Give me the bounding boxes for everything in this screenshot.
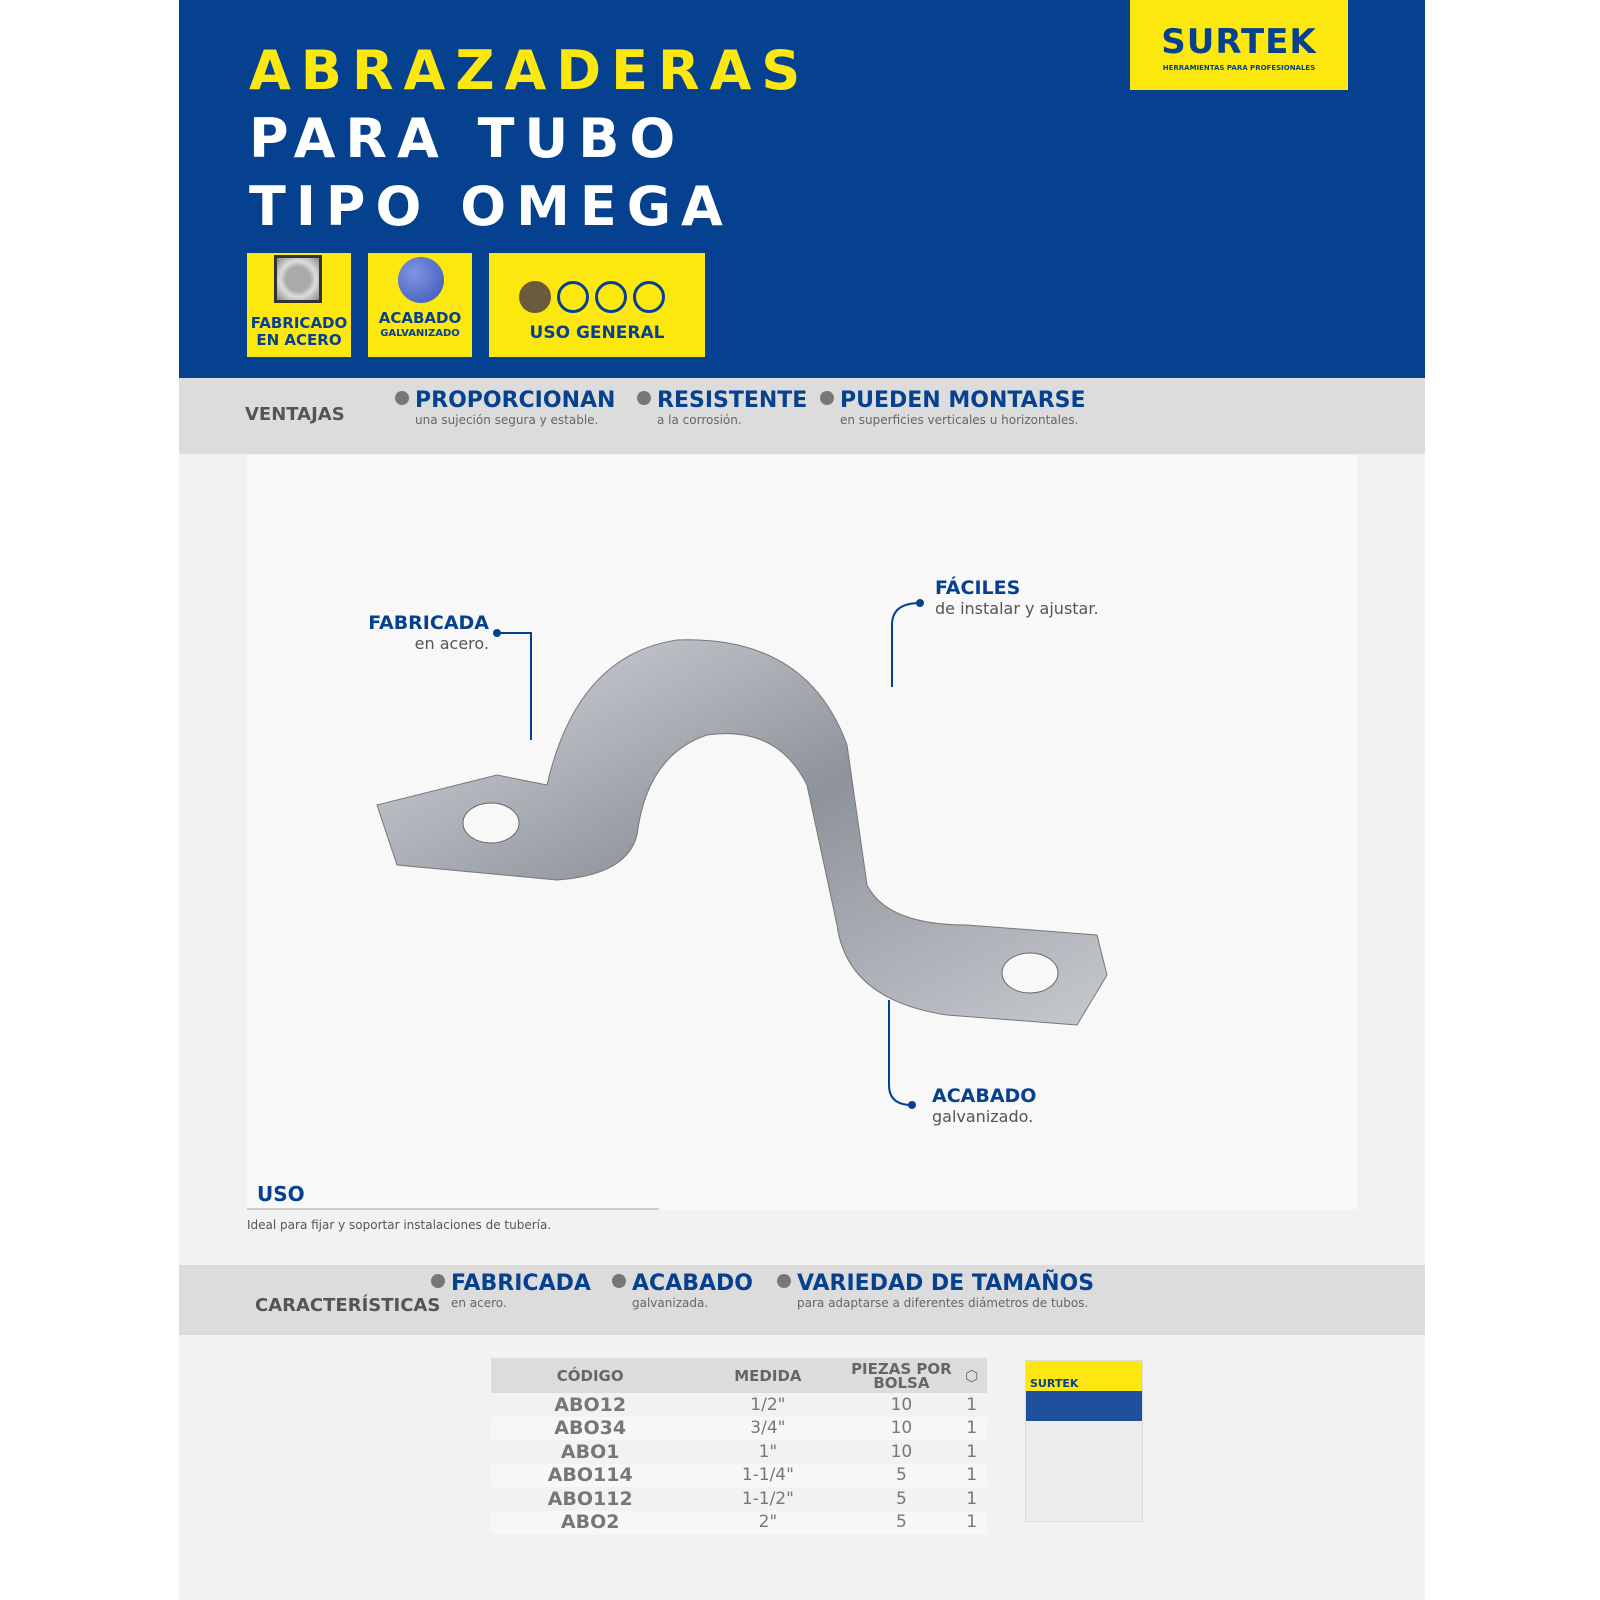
caracteristica-title: VARIEDAD DE TAMAÑOS	[777, 1271, 1094, 1296]
product-sheet	[179, 0, 1425, 1600]
callout-sub: de instalar y ajustar.	[935, 599, 1099, 618]
caracteristica-sub: para adaptarse a diferentes diámetros de tubos.	[797, 1296, 1089, 1310]
steel-badge	[247, 253, 351, 357]
cell-medida: 1-1/4"	[689, 1464, 846, 1488]
galvanized-badge	[368, 253, 472, 357]
usage-icon	[633, 281, 665, 313]
ventaja-title: PROPORCIONAN	[395, 388, 615, 413]
table-row	[491, 1464, 987, 1488]
galv-line2: GALVANIZADO	[380, 328, 460, 339]
cell-codigo: ABO12	[554, 1393, 627, 1416]
caracteristica-sub: en acero.	[451, 1296, 507, 1310]
caracteristica-item	[431, 1271, 591, 1310]
ventaja-title: RESISTENTE	[637, 388, 807, 413]
package-brand: SURTEK	[1026, 1361, 1142, 1391]
cell-piezas: 10	[846, 1417, 956, 1441]
title-line3: TIPO OMEGA	[249, 175, 733, 238]
caracteristica-title: FABRICADA	[431, 1271, 591, 1296]
steel-line1: FABRICADO	[250, 314, 348, 332]
package-label	[1026, 1391, 1142, 1421]
ventaja-item	[395, 388, 615, 427]
callout-sub: galvanizado.	[932, 1107, 1034, 1126]
galvanized-icon	[398, 257, 444, 303]
usage-icon	[595, 281, 627, 313]
table-row	[491, 1511, 987, 1535]
usage-level-icons	[519, 281, 665, 313]
cell-cajas: 1	[966, 1441, 978, 1462]
header-codigo: CÓDIGO	[491, 1358, 689, 1393]
cell-codigo: ABO114	[491, 1464, 689, 1488]
cell-piezas: 10	[890, 1441, 913, 1462]
product-image-area	[247, 455, 1357, 1210]
ventaja-sub: a la corrosión.	[657, 413, 742, 427]
title-line1: ABRAZADERAS	[249, 39, 811, 102]
ventaja-sub: en superficies verticales u horizontales.	[840, 413, 1079, 427]
logo-tagline: HERRAMIENTAS PARA PROFESIONALES	[1162, 64, 1316, 72]
cell-cajas: 1	[956, 1464, 987, 1488]
cell-cajas: 1	[966, 1488, 978, 1509]
table-row	[491, 1417, 987, 1441]
callout-title: ACABADO	[932, 1085, 1037, 1107]
cell-codigo: ABO1	[560, 1440, 620, 1463]
ventaja-item	[820, 388, 1086, 427]
callout-acabado	[932, 1085, 1036, 1126]
cell-medida: 2"	[689, 1511, 846, 1535]
use-label: USO GENERAL	[529, 323, 665, 343]
ventaja-item	[637, 388, 807, 427]
header	[179, 0, 1425, 378]
cell-medida: 1/2"	[750, 1394, 786, 1415]
table-row	[491, 1393, 987, 1417]
uso-title: USO	[257, 1182, 305, 1206]
caracteristicas-band	[179, 1265, 1425, 1335]
cell-medida: 1"	[758, 1441, 778, 1462]
cell-cajas: 1	[956, 1417, 987, 1441]
cell-piezas: 10	[890, 1394, 913, 1415]
callout-fabricada	[359, 612, 489, 653]
caracteristica-item	[777, 1271, 1094, 1310]
cell-codigo: ABO2	[491, 1511, 689, 1535]
cell-medida: 1-1/2"	[741, 1488, 794, 1509]
cell-codigo: ABO34	[491, 1417, 689, 1441]
header-piezas: PIEZAS POR BOLSA	[846, 1358, 956, 1393]
ventaja-title: PUEDEN MONTARSE	[820, 388, 1086, 413]
logo-brand: SURTEK	[1161, 22, 1317, 62]
product-table	[491, 1358, 987, 1534]
galv-line1: ACABADO	[378, 309, 462, 327]
callout-sub: en acero.	[414, 634, 489, 653]
steel-icon	[274, 255, 322, 303]
cell-piezas: 5	[895, 1488, 907, 1509]
cell-cajas: 1	[966, 1394, 978, 1415]
caracteristica-title: ACABADO	[612, 1271, 753, 1296]
caracteristica-item	[612, 1271, 753, 1310]
title-line2: PARA TUBO	[249, 107, 686, 170]
ventaja-sub: una sujeción segura y estable.	[415, 413, 599, 427]
uso-text: Ideal para fijar y soportar instalaciones de tubería.	[247, 1218, 552, 1232]
table-row	[491, 1487, 987, 1511]
header-medida: MEDIDA	[689, 1358, 846, 1393]
cell-piezas: 5	[846, 1511, 956, 1535]
caracteristicas-label: CARACTERÍSTICAS	[255, 1295, 441, 1316]
cell-piezas: 5	[846, 1464, 956, 1488]
callout-faciles	[935, 577, 1099, 618]
use-badge	[489, 253, 705, 357]
usage-icon	[557, 281, 589, 313]
caracteristica-sub: galvanizada.	[632, 1296, 709, 1310]
ventajas-band	[179, 378, 1425, 454]
steel-line2: EN ACERO	[256, 331, 342, 349]
cell-medida: 3/4"	[689, 1417, 846, 1441]
callout-title: FÁCILES	[935, 577, 1021, 599]
table-row	[491, 1440, 987, 1464]
callout-title: FABRICADA	[368, 612, 489, 634]
surtek-logo	[1130, 0, 1348, 90]
usage-icon	[519, 281, 551, 313]
cell-cajas: 1	[956, 1511, 987, 1535]
ventajas-label: VENTAJAS	[245, 404, 345, 425]
cell-codigo: ABO112	[547, 1487, 633, 1510]
omega-clamp-image	[247, 455, 1357, 1210]
divider	[247, 1208, 659, 1210]
package-image	[1025, 1360, 1143, 1522]
box-icon: ⬡	[956, 1358, 987, 1393]
